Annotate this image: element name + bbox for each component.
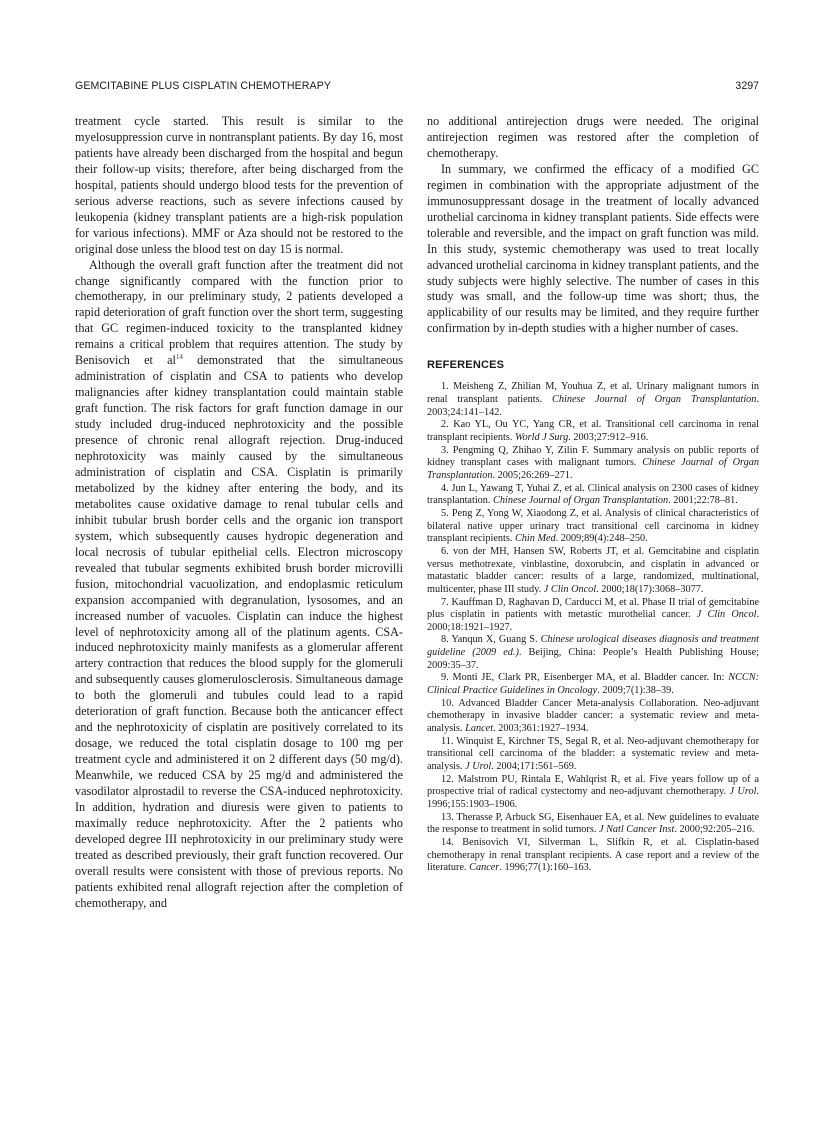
reference-text: . 2003;361:1927–1934. [493, 723, 589, 735]
left-column [75, 114, 403, 912]
reference-journal: J Urol [465, 761, 492, 773]
reference-text: . Beijing, China: People’s Health Publishing House; 2009:35–37. [427, 647, 759, 671]
paragraph-text: demonstrated that the simultaneous administration of cisplatin and CSA to patients who develop malignancies after kidney transplantation could maintain stable graft function. The risk factors for graft function damage in our study included drug-induced nephrotoxicity and the possible presence of chronic renal allograft rejection. Drug-induced nephrotoxicity was mainly caused by the simultaneous administration of cisplatin and CSA. Cisplatin is primarily metabolized by the kidney after entering the body, and its metabolites cause oxidative damage to renal tubular cells and inhibit tubular brush border cells and the organic ion transport system, which subsequently causes hydropic degeneration and local necrosis of tubular epithelial cells. Electron microscopy revealed that tubular segments exhibited brush border microvilli fusion, mitochondrial vacuolization, and endoplasmic reticulum expansion accompanied with degranulation, lysosomes, and an increased number of vacuoles. Cisplatin can induce the highest level of nephrotoxicity among all of the platinum agents. CSA-induced nephrotoxicity mainly manifests as a glomerular afferent artery contraction that reduces the blood supply for the glomeruli and subsequently causes glomerulosclerosis. Simultaneous damage to both the glomeruli and tubules could lead to a rapid deterioration of graft function. Because both the anticancer effect and the nephrotoxicity of cisplatin are positively correlated to its dosage, we reduced the total cisplatin dosage to 100 mg per treatment cycle and administered it on 2 different days (50 mg/d). Meanwhile, we reduced CSA by 25 mg/d and administered the vasodilator alprostadil to reverse the CSA-induced nephrotoxicity. In addition, hydration and diuresis were given to patients to maximally reduce nephrotoxicity. After the 2 patients who developed degree III nephrotoxicity in our preliminary study were treated as described previously, their graft function recovered. Our overall results were consistent with those of previous reports. No patients exhibited renal allograft rejection after the completion of chemotherapy, and [75, 353, 403, 910]
reference-text: . 2003;27:912–916. [568, 431, 649, 443]
reference-journal: Cancer [469, 862, 500, 874]
reference-text: . 2000;18(17):3068–3077. [596, 583, 704, 595]
reference-text: 5. Peng Z, Yong W, Xiaodong Z, et al. Analysis of clinical characteristics of bilateral native upper urinary tract transitional cell carcinoma in kidney transplant recipients. [427, 507, 759, 545]
reference-text: . 1996;77(1):160–163. [499, 862, 592, 874]
reference-journal: World J Surg [514, 431, 569, 443]
reference-text: . 2004;171:561–569. [491, 761, 577, 773]
reference-journal: Chinese Journal of Organ Transplantation [493, 495, 669, 507]
reference-item [427, 774, 759, 812]
reference-journal: Chinese urological diseases diagnosis and treatment guideline (2009 ed.) [427, 634, 759, 659]
reference-item [427, 837, 759, 875]
reference-item [427, 698, 759, 736]
body-paragraph [427, 162, 759, 337]
reference-text: 1. Meisheng Z, Zhilian M, Youhua Z, et al. Urinary malignant tumors in renal transplant patients. [427, 381, 759, 405]
reference-item [427, 634, 759, 672]
reference-text: . 2000;18:1921–1927. [427, 609, 759, 633]
reference-item [427, 381, 759, 419]
reference-item [427, 483, 759, 508]
reference-item [427, 597, 759, 635]
reference-text: 8. Yanqun X, Guang S. [441, 634, 541, 646]
reference-text: 4. Jun L, Yawang T, Yuhai Z, et al. Clinical analysis on 2300 cases of kidney transplantation. [427, 482, 759, 507]
reference-item [427, 672, 759, 697]
reference-item [427, 546, 759, 597]
reference-text: . 2005;26:269–271. [492, 469, 573, 481]
reference-text: 9. Monti JE, Clark PR, Eisenberger MA, et al. Bladder cancer. In: [441, 672, 729, 684]
reference-text: . 2003;24:141–142. [427, 394, 759, 418]
reference-journal: NCCN: Clinical Practice Guidelines in Oncology [427, 672, 759, 697]
reference-journal: J Clin Oncol [543, 583, 597, 595]
reference-text: 11. Winquist E, Kirchner TS, Segal R, et al. Neo-adjuvant chemotherapy for transitional cell carcinoma of the bladder: a systematic review and meta-analysis. [427, 735, 759, 773]
reference-journal: J Urol [729, 786, 757, 798]
paragraph-text: no additional antirejection drugs were needed. The original antirejection regimen was restored after the completion of chemotherapy. [427, 114, 759, 160]
reference-item [427, 445, 759, 483]
reference-text: 14. Benisovich VI, Silverman L, Slifkin R, et al. Cisplatin-based chemotherapy in renal transplant recipients. A case report and a review of the literature. [427, 836, 759, 874]
reference-text: 3. Pengming Q, Zhihao Y, Zilin F. Summary analysis on public reports of kidney transplant cases with malignant tumors. [427, 444, 759, 469]
running-title: GEMCITABINE PLUS CISPLATIN CHEMOTHERAPY [75, 80, 332, 92]
reference-text: . 2009;89(4):248–250. [555, 533, 648, 545]
reference-text: 7. Kauffman D, Raghavan D, Carducci M, et al. Phase II trial of gemcitabine plus cisplatin in patients with metastic murothelial cancer. [427, 596, 759, 621]
reference-text: 12. Malstrom PU, Rintala E, Wahlqrist R, et al. Five years follow up of a prospective trial of radical cystectomy and neo-adjuvant chemotherapy. [427, 773, 759, 798]
references-heading: REFERENCES [427, 359, 505, 372]
body-paragraph [427, 114, 759, 162]
reference-item [427, 508, 759, 546]
reference-journal: J Natl Cancer Inst [598, 824, 675, 836]
citation-link[interactable]: 14 [175, 353, 183, 362]
reference-journal: Chinese Journal of Organ Transplantation [552, 394, 757, 405]
reference-journal: Chin Med [514, 533, 556, 545]
reference-journal: Lancet [465, 723, 494, 735]
body-paragraph [75, 114, 403, 258]
reference-list [427, 381, 759, 875]
reference-journal: J Clin Oncol [696, 609, 757, 621]
reference-text: 6. von der MH, Hansen SW, Roberts JT, et al. Gemcitabine and cisplatin versus methotrexate, vinblastine, doxorubcin, and cisplatin in advanced or matastatic bladder cancer: results of a large, randomized, multinational, multicenter, phase III study. [427, 545, 759, 595]
reference-item [427, 419, 759, 444]
reference-item [427, 736, 759, 774]
reference-text: 2. Kao YL, Ou YC, Yang CR, et al. Transitional cell carcinoma in renal transplant recipients. [427, 419, 759, 443]
reference-text: 13. Therasse P, Arbuck SG, Eisenhauer EA, et al. New guidelines to evaluate the response to treatment in solid tumors. [427, 811, 759, 836]
reference-text: 10. Advanced Bladder Cancer Meta-analysis Collaboration. Neo-adjuvant chemotherapy in invasive bladder cancer: a systematic review and meta-analysis. [427, 697, 759, 735]
reference-text: . 2009;7(1):38–39. [597, 685, 674, 697]
paragraph-text: In summary, we confirmed the efficacy of a modified GC regimen in combination with the appropriate adjustment of the immunosuppressant dosage in the treatment of locally advanced urothelial carcinoma in kidney transplant patients. Side effects were tolerable and reversible, and the impact on graft function was mild. In this study, systemic chemotherapy was used to treat locally advanced urothelial carcinoma in kidney transplant patients, and the study subjects were highly selective. The number of cases in this study was small, and the follow-up time was short; thus, the applicability of our results may be limited, and they require further confirmation by in-depth studies with a higher number of cases. [427, 161, 759, 336]
reference-text: . 2001;22:78–81. [668, 495, 738, 507]
body-paragraph [75, 258, 403, 912]
paragraph-text: Although the overall graft function after the treatment did not change significantly compared with the function prior to chemotherapy, in our preliminary study, 2 patients developed a rapid deterioration of graft function over the short term, suggesting that GC regimen-induced toxicity to the transplanted kidney remains a critical problem that requires attention. The study by Benisovich et al [75, 257, 403, 368]
right-column [427, 114, 759, 875]
reference-journal: Chinese Journal of Organ Transplantation [427, 457, 759, 481]
paragraph-text: treatment cycle started. This result is similar to the myelosuppression curve in nontransplant patients. By day 16, most patients have already been discharged from the hospital and begun their follow-up visits; therefore, after being discharged from the hospital, patients should undergo blood tests for the prevention of serious adverse reactions, such as severe infections caused by leukopenia (kidney transplant patients are a high-risk population for various infections). MMF or Aza should not be restored to the original dose unless the blood test on day 15 is normal. [75, 114, 403, 256]
reference-item [427, 812, 759, 837]
reference-text: . 1996;155:1903–1906. [427, 786, 759, 810]
reference-text: . 2000;92:205–216. [674, 824, 755, 836]
page-number: 3297 [735, 80, 759, 92]
running-head [75, 80, 759, 96]
